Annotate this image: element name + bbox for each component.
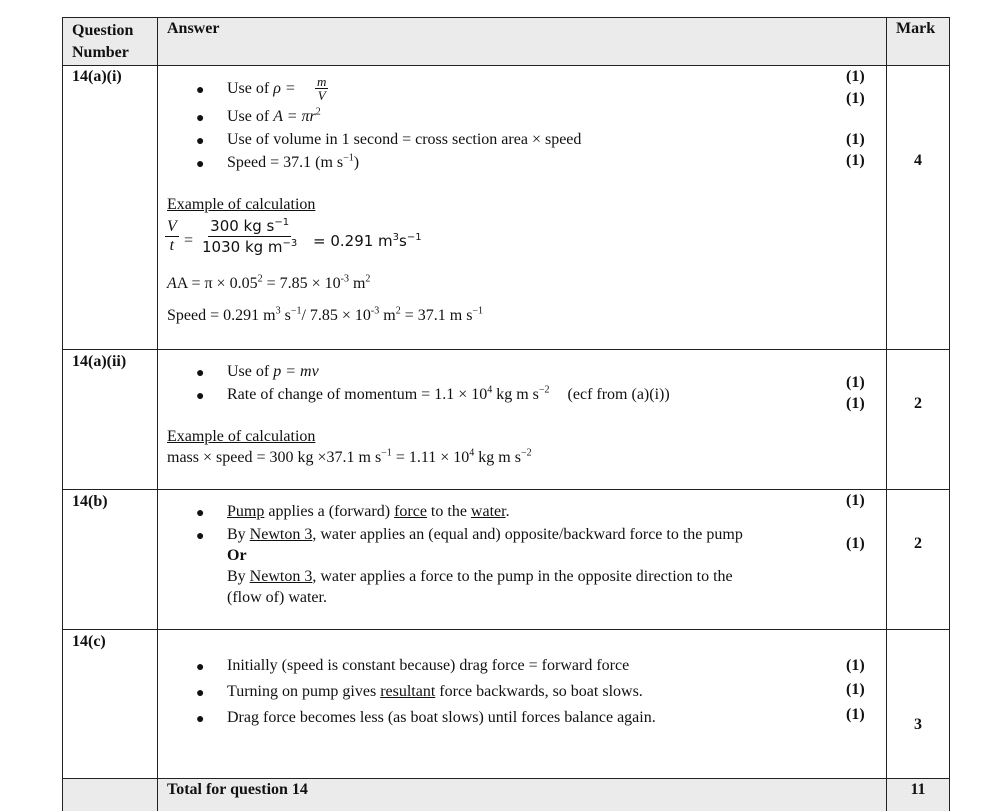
bullet-icon: ● bbox=[196, 686, 205, 701]
mark-value: (1) bbox=[846, 152, 865, 169]
bullet-icon: ● bbox=[196, 157, 205, 172]
answer-point: Drag force becomes less (as boat slows) until forces balance again. bbox=[227, 709, 656, 726]
bullet-icon: ● bbox=[196, 712, 205, 727]
calculation-line: A $A = \pi \times 0.05^2 = 7.85 \times 10^{-3}$ $m^2$ bbox=[167, 273, 371, 292]
total-label: Total for question 14 bbox=[167, 781, 308, 798]
mark-value: (1) bbox=[846, 681, 865, 698]
answer-point: Use of ρ = bbox=[227, 80, 296, 97]
or-label: Or bbox=[227, 547, 247, 564]
mark-header: Mark bbox=[896, 20, 936, 37]
answer-point: By Newton 3, water applies an (equal and) opposite/backward force to the pump bbox=[227, 526, 743, 543]
table-right-border bbox=[949, 17, 950, 811]
question-number: 14(b) bbox=[72, 493, 108, 510]
table-top-border bbox=[62, 17, 949, 18]
answer-point: Use of $A = \pi r^2$ bbox=[227, 106, 321, 125]
rho-symbol: ρ = bbox=[273, 80, 296, 97]
row-divider bbox=[62, 629, 949, 630]
row-divider bbox=[62, 349, 949, 350]
row-total-mark: 4 bbox=[914, 152, 922, 169]
answer-point-alternative: By Newton 3, water applies a force to the pump in the opposite direction to the bbox=[227, 568, 733, 585]
fraction-v-over-t: $\frac{V}{t}$ bbox=[167, 218, 177, 254]
calculation-line: mass × speed = 300 kg ×37.1 m $s^{-1} = 1.11 \times 10^4$ kg m $s^{-2}$ bbox=[167, 447, 532, 466]
answer-point: Turning on pump gives resultant force backwards, so boat slows. bbox=[227, 683, 643, 700]
row-divider bbox=[62, 778, 949, 779]
question-number: 14(c) bbox=[72, 633, 106, 650]
bullet-icon: ● bbox=[196, 660, 205, 675]
question-number: 14(a)(ii) bbox=[72, 353, 127, 370]
example-heading: Example of calculation bbox=[167, 196, 316, 213]
bullet-icon: ● bbox=[196, 506, 205, 521]
equals-sign: = bbox=[184, 232, 194, 249]
fraction-flow-rate: $\frac{300 kg s^{-1}}{1030 kg m^{-3}}$ bbox=[202, 217, 298, 256]
mark-value: (1) bbox=[846, 395, 865, 412]
question-number-header bbox=[72, 20, 133, 64]
mark-value: (1) bbox=[846, 657, 865, 674]
answer-point: Use of volume in 1 second = cross section area × speed bbox=[227, 131, 582, 148]
example-heading: Example of calculation bbox=[167, 428, 316, 445]
fraction-m-over-v: $\frac{m}{V}$ bbox=[317, 74, 327, 103]
mark-value: (1) bbox=[846, 68, 865, 85]
bullet-icon: ● bbox=[196, 134, 205, 149]
calculation-result: = 0.291 $m^3s^{-1}$ bbox=[313, 232, 422, 250]
row-total-mark: 2 bbox=[914, 535, 922, 552]
row-total-mark: 3 bbox=[914, 716, 922, 733]
answer-point: Speed = 37.1 (m $s^{-1}$) bbox=[227, 152, 360, 171]
mark-value: (1) bbox=[846, 706, 865, 723]
answer-point: Use of p = mv bbox=[227, 363, 319, 380]
bullet-icon: ● bbox=[196, 111, 205, 126]
mark-value: (1) bbox=[846, 492, 865, 509]
row-divider bbox=[62, 489, 949, 490]
mark-value: (1) bbox=[846, 374, 865, 391]
bullet-icon: ● bbox=[196, 366, 205, 381]
header-bottom-border bbox=[62, 65, 949, 66]
mark-value: (1) bbox=[846, 535, 865, 552]
row-total-mark: 2 bbox=[914, 395, 922, 412]
question-number-header-line1: Question bbox=[72, 22, 134, 39]
calculation-line: Speed = 0.291 $m^3$ $s^{-1}/$ $7.85 \times 10^{-3}$ $m^2 = 37.1$ m $s^{-1}$ bbox=[167, 305, 484, 324]
grand-total-mark: 11 bbox=[910, 781, 926, 798]
bullet-icon: ● bbox=[196, 83, 205, 98]
bullet-icon: ● bbox=[196, 389, 205, 404]
bullet-icon: ● bbox=[196, 529, 205, 544]
mark-value: (1) bbox=[846, 131, 865, 148]
column-divider bbox=[886, 17, 887, 811]
answer-point: Initially (speed is constant because) drag force = forward force bbox=[227, 657, 630, 674]
answer-point-alternative: (flow of) water. bbox=[227, 589, 327, 606]
column-divider bbox=[157, 17, 158, 811]
answer-point: Pump applies a (forward) force to the water. bbox=[227, 503, 510, 520]
mark-value: (1) bbox=[846, 90, 865, 107]
answer-point: Rate of change of momentum = $1.1 \times 10^4$ kg m $s^{-2}$ (ecf from (a)(i)) bbox=[227, 384, 670, 403]
answer-header: Answer bbox=[167, 20, 220, 37]
question-number: 14(a)(i) bbox=[72, 68, 122, 85]
question-number-header-line2: Number bbox=[72, 44, 129, 61]
table-left-border bbox=[62, 17, 63, 811]
